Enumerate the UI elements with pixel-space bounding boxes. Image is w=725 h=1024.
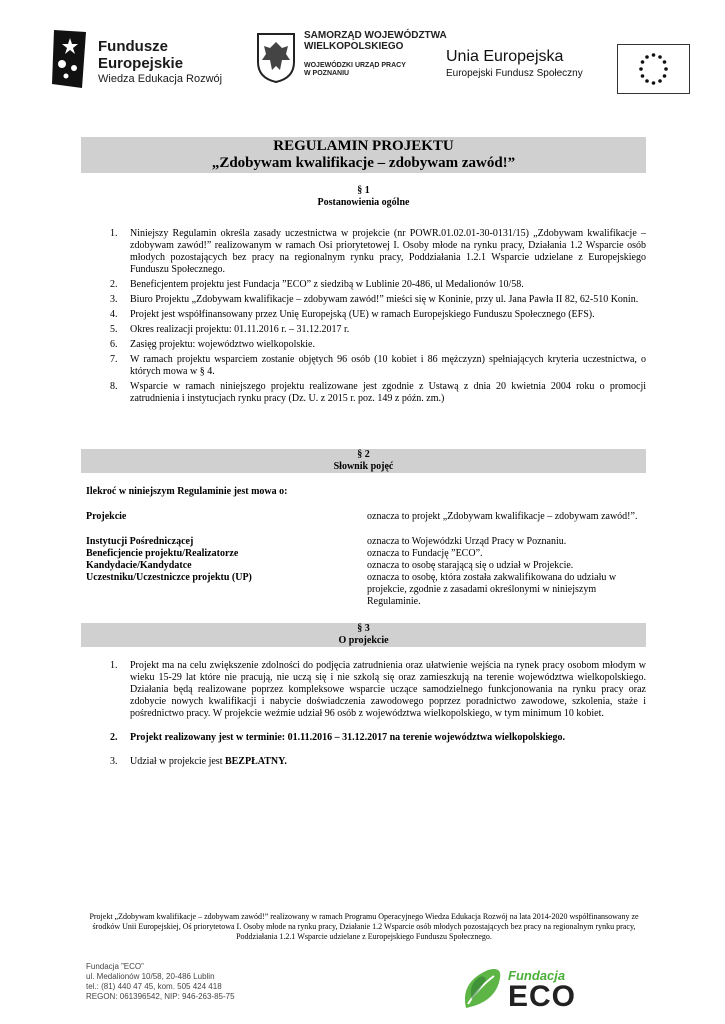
list-item [82, 324, 646, 336]
item-text-bold: BEZPŁATNY. [224, 756, 287, 767]
dictionary-lead: Ilekroć w niniejszym Regulaminie jest mowa o: [86, 486, 288, 497]
item-text: Projekt jest współfinansowany przez Unię Europejską (UE) w ramach Europejskiego Funduszu Społecznego (EFS). [130, 309, 595, 320]
term-label: Beneficjencie projektu/Realizatorze [86, 548, 239, 559]
fundusze-europejskie-wordmark [98, 38, 222, 87]
wlkp-line1: SAMORZĄD WOJEWÓDZTWA [304, 30, 447, 41]
item-text: Projekt realizowany jest w terminie: 01.11.2016 – 31.12.2017 na terenie województwa wielkopolskiego. [130, 732, 565, 743]
section1-number: § 1 [357, 185, 370, 196]
term-label: Instytucji Pośredniczącej [86, 536, 194, 547]
list-item [82, 294, 646, 306]
section2-header [81, 449, 646, 473]
eu-wordmark [446, 48, 583, 81]
address-line: tel.: (81) 440 47 45, kom. 505 424 418 [86, 982, 222, 991]
section3-heading: O projekcie [338, 635, 389, 646]
list-item [82, 279, 646, 291]
item-text: Beneficjentem projektu jest Fundacja ”ECO” z siedzibą w Lublinie 20-486, ul Medalionów 10/58. [130, 279, 524, 290]
section2-heading: Słownik pojęć [333, 461, 394, 472]
item-text: Zasięg projektu: województwo wielkopolskie. [130, 339, 315, 350]
wielkopolska-wordmark [304, 30, 447, 78]
item-text: Udział w projekcie jest [130, 756, 225, 767]
term-definition: oznacza to osobę, która została zakwalifikowana do udziału w projekcie, zgodnie z zasadami określonymi w niniejszym Regulaminie. [367, 572, 617, 607]
term-label: Projekcie [86, 511, 127, 522]
list-item [82, 228, 646, 276]
list-item [82, 732, 646, 744]
fe-line3: Wiedza Edukacja Rozwój [98, 73, 223, 85]
ue-line2: Europejski Fundusz Społeczny [446, 68, 583, 79]
eco-logo-big: ECO [508, 980, 577, 1013]
section1-heading: Postanowienia ogólne [317, 197, 410, 208]
address-line: Fundacja ”ECO” [86, 962, 144, 971]
fundusze-europejskie-logo-icon [52, 30, 88, 88]
dictionary-table [0, 511, 725, 611]
section3-header [81, 623, 646, 647]
item-number: 4. [110, 309, 118, 320]
item-number: 3. [110, 756, 118, 767]
item-number: 3. [110, 294, 118, 305]
item-number: 2. [110, 732, 118, 743]
term-definition: oznacza to osobę starającą się o udział w Projekcie. [367, 560, 574, 571]
address-line: ul. Medalionów 10/58, 20-486 Lublin [86, 972, 215, 981]
list-item [82, 381, 646, 405]
section3-list [82, 660, 646, 768]
item-text: Wsparcie w ramach niniejszego projektu realizowane jest zgodnie z Ustawą z dnia 20 kwietnia 2004 roku o promocji zatrudnienia i instytucjach rynku pracy (Dz. U. z 2015 r. poz. 149 z późn. zm.) [130, 381, 646, 404]
list-item [82, 756, 646, 768]
list-item [82, 354, 646, 378]
item-number: 2. [110, 279, 118, 290]
eu-flag-icon [617, 44, 690, 94]
item-number: 1. [110, 660, 118, 671]
item-number: 8. [110, 381, 118, 392]
document-title [81, 137, 646, 173]
term-definition: oznacza to Wojewódzki Urząd Pracy w Poznaniu. [367, 536, 567, 547]
wlkp-line4: W POZNANIU [304, 70, 350, 77]
item-text: Biuro Projektu „Zdobywam kwalifikacje – zdobywam zawód!” mieści się w Koninie, przy ul. Jana Pawła II 82, 62-510 Konin. [130, 294, 639, 305]
wielkopolska-eagle-icon [256, 32, 296, 84]
address-line: REGON: 061396542, NIP: 946-263-85-75 [86, 992, 235, 1001]
fe-line2: Europejskie [98, 55, 184, 72]
section1-header [81, 185, 646, 209]
section2-number: § 2 [357, 449, 370, 460]
item-number: 7. [110, 354, 118, 365]
item-number: 5. [110, 324, 118, 335]
item-text: Okres realizacji projektu: 01.11.2016 r. – 31.12.2017 r. [130, 324, 350, 335]
item-text: Projekt ma na celu zwiększenie zdolności do podjęcia zatrudnienia oraz ułatwienie wejścia na rynek pracy osobom młodym w wieku 15-29 lat które nie pracują, nie uczą się i nie szkolą się oraz zamieszkują na terenie województwa wielkopolskiego. Działania będą realizowane poprzez kompleksowe wsparcie uczące samodzielnego funkcjonowania na rynku pracy oraz zdobycie nowych kwalifikacji i nabycie doświadczenia zawodowego poprzez poradnictwo zawodowe, szkolenia, staże i pośrednictwo pracy. W projekcie weźmie udział 96 osób z województwa wielkopolskiego, w tym minimum 10 kobiet. [130, 660, 646, 719]
wlkp-line2: WIELKOPOLSKIEGO [304, 41, 404, 52]
item-number: 6. [110, 339, 118, 350]
term-label: Kandydacie/Kandydatce [86, 560, 192, 571]
list-item [82, 339, 646, 351]
list-item [82, 309, 646, 321]
item-text: Niniejszy Regulamin określa zasady uczestnictwa w projekcie (nr POWR.01.02.01-30-0131/15) „Zdobywam kwalifikacje – zdobywam zawód!” realizowanym w ramach Osi priorytetowej I. Osoby młode na rynku pracy, Działania 1.2 Wsparcie osób młodych pozostających bez pracy na regionalnym rynku pracy, Poddziałania 1.2.1 Wsparcie udzielane z Europejskiego Funduszu Społecznego. [130, 228, 646, 275]
wlkp-line3: WOJEWÓDZKI URZĄD PRACY [304, 62, 406, 69]
section3-number: § 3 [357, 623, 370, 634]
footer-note: Projekt „Zdobywam kwalifikacje – zdobywam zawód!” realizowany w ramach Programu Operacyjnego Wiedza Edukacja Rozwój na lata 2014-2020 współfinansowany ze środków Unii Europejskiej, Oś priorytetowa I. Osoby młode na rynku pracy, Działanie 1.2 Wsparcie osób młodych pozostających bez pracy na regionalnym rynku pracy, Poddziałania 1.2.1 Wsparcie udzielane z Europejskiego Funduszu Społecznego. [89, 912, 639, 941]
item-number: 1. [110, 228, 118, 239]
item-text: W ramach projektu wsparciem zostanie objętych 96 osób (10 kobiet i 86 mężczyzn) spełniających kryteria uczestnictwa, o których mowa w § 4. [130, 354, 646, 377]
eco-logo-small: Fundacja [508, 968, 566, 983]
title-line1: REGULAMIN PROJEKTU [273, 138, 454, 154]
eco-leaf-icon [458, 964, 504, 1012]
title-line2: „Zdobywam kwalifikacje – zdobywam zawód!” [211, 155, 516, 171]
term-definition: oznacza to projekt „Zdobywam kwalifikacje – zdobywam zawód!”. [367, 511, 638, 522]
ue-line1: Unia Europejska [446, 48, 564, 65]
term-definition: oznacza to Fundację ”ECO”. [367, 548, 483, 559]
list-item [82, 660, 646, 720]
section1-list [82, 228, 646, 405]
fe-line1: Fundusze [98, 38, 168, 55]
foundation-address [86, 962, 235, 1002]
term-label: Uczestniku/Uczestniczce projektu (UP) [86, 572, 252, 583]
